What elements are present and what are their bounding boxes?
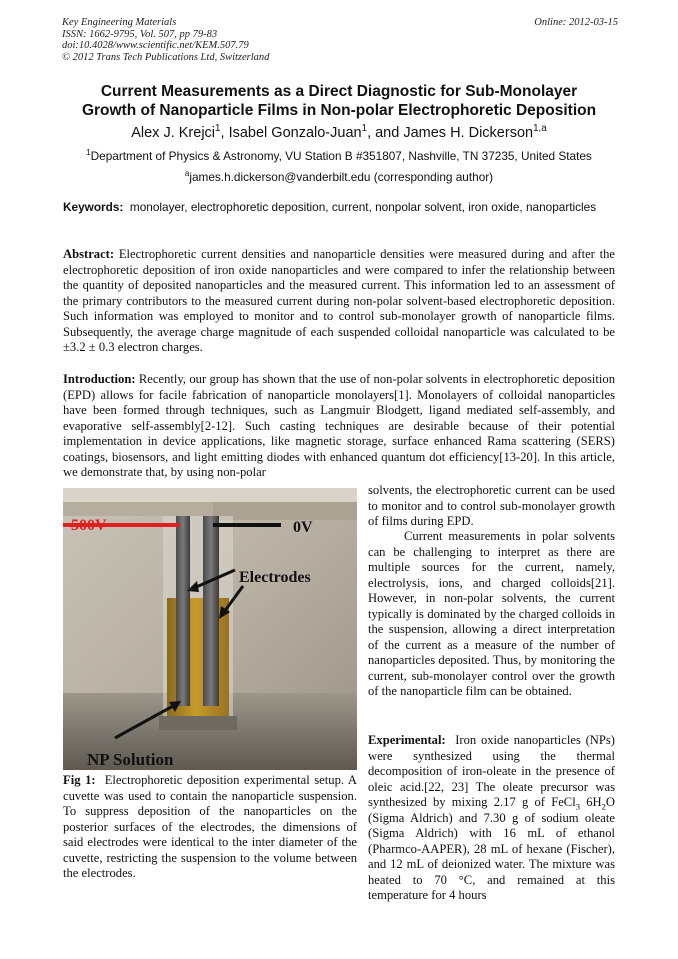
email-marker: a xyxy=(184,169,190,179)
introduction-text: Recently, our group has shown that the use of non-polar solvents in electrophoretic deposition (EPD) allows for facile fabrication of nanoparticle monolayers[1]. Monolayers of colloidal nanoparticles have been formed through techniques, such as Langmuir Blodgett, ligand mediated self-assembly, and evaporative self-assembly[2-12]. Such casting techniques are desirable because of their potential implementation in device applications, like magnetic storage, surface enhanced Rama scattering (SERS) coatings, biosensors, and light emitting diodes with enhanced quantum dot efficiency[13-20]. In this article, we demonstrate that, by using non-polar xyxy=(63,372,615,479)
label-0v: 0V xyxy=(293,519,313,536)
label-np-solution: NP Solution xyxy=(87,750,174,769)
abstract-text: Electrophoretic current densities and nanoparticle densities were measured during and after the electrophoretic deposition of iron oxide nanoparticles and were compared to infer the relationship between the quantity of deposited nanoparticles and the measured current. This information led to an assessment of the primary contributors to the measured current during non-polar solvent-based electrophoretic deposition. Such information was employed to monitor and to control sub-monolayer growth of nanoparticle films. Subsequently, the average charge magnitude of each suspended colloidal nanoparticle was calculated to be ±3.2 ± 0.3 electron charges. xyxy=(63,247,616,354)
doi: doi:10.4028/www.scientific.net/KEM.507.79 xyxy=(62,40,249,51)
introduction-continued-text: solvents, the electrophoretic current can be used to monitor and to control sub-monolayer growth of films during EPD. xyxy=(368,483,615,528)
author-3-affil: 1,a xyxy=(533,123,547,135)
title-line-1: Current Measurements as a Direct Diagnostic for Sub-Monolayer xyxy=(100,83,578,100)
electrode-left xyxy=(176,516,190,706)
experimental-text-1: Iron oxide nanoparticles (NPs) were synthesized using the thermal decomposition of iron-oleate in the presence of oleic acid.[22, 23] The oleate precursor was synthesized by mixing 2.17 g of FeCl xyxy=(368,733,616,809)
issn: ISSN: 1662-9795, Vol. 507, pp 79-83 xyxy=(62,28,218,40)
photo-illustration xyxy=(63,488,357,770)
keywords-label: Keywords: xyxy=(63,200,124,214)
author-1-affil: 1 xyxy=(215,123,221,135)
affiliation-text: Department of Physics & Astronomy, VU Station B #351807, Nashville, TN 37235, United States xyxy=(90,149,592,163)
electrode-right xyxy=(203,516,219,706)
experimental-label: Experimental: xyxy=(368,733,446,747)
introduction xyxy=(63,372,615,481)
copyright: © 2012 Trans Tech Publications Ltd, Switzerland xyxy=(62,51,270,63)
figure-1-photo xyxy=(63,488,357,770)
title-line-2: Growth of Nanoparticle Films in Non-polar Electrophoretic Deposition xyxy=(81,102,597,119)
journal-name: Key Engineering Materials xyxy=(62,17,177,28)
affiliation-marker: 1 xyxy=(86,148,91,158)
introduction-continued xyxy=(368,483,615,530)
author-3: , and James H. Dickerson xyxy=(367,125,534,141)
affiliation xyxy=(60,149,618,164)
online-date: Online: 2012-03-15 xyxy=(534,17,618,28)
experimental-text-2: 6H xyxy=(579,795,602,809)
keywords xyxy=(63,200,615,215)
introduction-paragraph-2: Current measurements in polar solvents can be challenging to interpret as there are multiple sources for the current, namely, electrolysis, ions, and charged colloids[21]. However, in non-polar solvents, the current typically is dominated by the charged colloids in the suspension, allowing a direct interpretation of the current as a measure of the number of nanoparticles deposited. Thus, by monitoring the current, sub-monolayer control over the growth of the nanoparticle film can be obtained. xyxy=(368,529,615,698)
abstract xyxy=(63,247,615,356)
subscript-2: 2 xyxy=(601,801,606,812)
author-1: Alex J. Krejci xyxy=(131,125,216,141)
experimental xyxy=(368,733,615,904)
subscript-3: 3 xyxy=(575,801,580,812)
running-header-left xyxy=(62,17,269,63)
author-2-affil: 1 xyxy=(361,123,368,135)
clamp-top xyxy=(63,488,357,502)
author-2: , Isabel Gonzalo-Juan xyxy=(220,125,362,141)
email-text: james.h.dickerson@vanderbilt.edu (corresponding author) xyxy=(189,170,494,184)
label-500v: 500V xyxy=(71,517,107,534)
experimental-text-3: O (Sigma Aldrich) and 7.30 g of sodium oleate (Sigma Aldrich) with 16 mL of ethanol (Pharmco-AAPER), 28 mL of hexane (Fischer), and 12 mL of deionized water. The mixture was heated to 70 °C, and remained at this temperature for 4 hours xyxy=(368,795,615,902)
label-electrodes: Electrodes xyxy=(239,569,311,586)
paper-title xyxy=(60,82,618,120)
keywords-text: monolayer, electrophoretic deposition, current, nonpolar solvent, iron oxide, nanoparticles xyxy=(129,200,597,214)
caption-text: Electrophoretic deposition experimental setup. A cuvette was used to contain the nanoparticle suspension. To suppress deposition of the nanoparticles on the posterior surfaces of the electrodes, the dimensions of said electrodes were identical to the inter diameter of the cuvette, restricting the suspension to the volume between the electrodes. xyxy=(63,773,357,880)
author-list xyxy=(60,124,618,142)
cuvette-base xyxy=(159,716,237,730)
figure-1-caption xyxy=(63,773,357,882)
clamp-left xyxy=(63,502,213,516)
corresponding-email xyxy=(60,170,618,185)
caption-label: Fig 1: xyxy=(63,773,96,787)
introduction-label: Introduction: xyxy=(63,372,136,386)
abstract-label: Abstract: xyxy=(63,247,115,261)
clamp-right xyxy=(213,502,357,520)
